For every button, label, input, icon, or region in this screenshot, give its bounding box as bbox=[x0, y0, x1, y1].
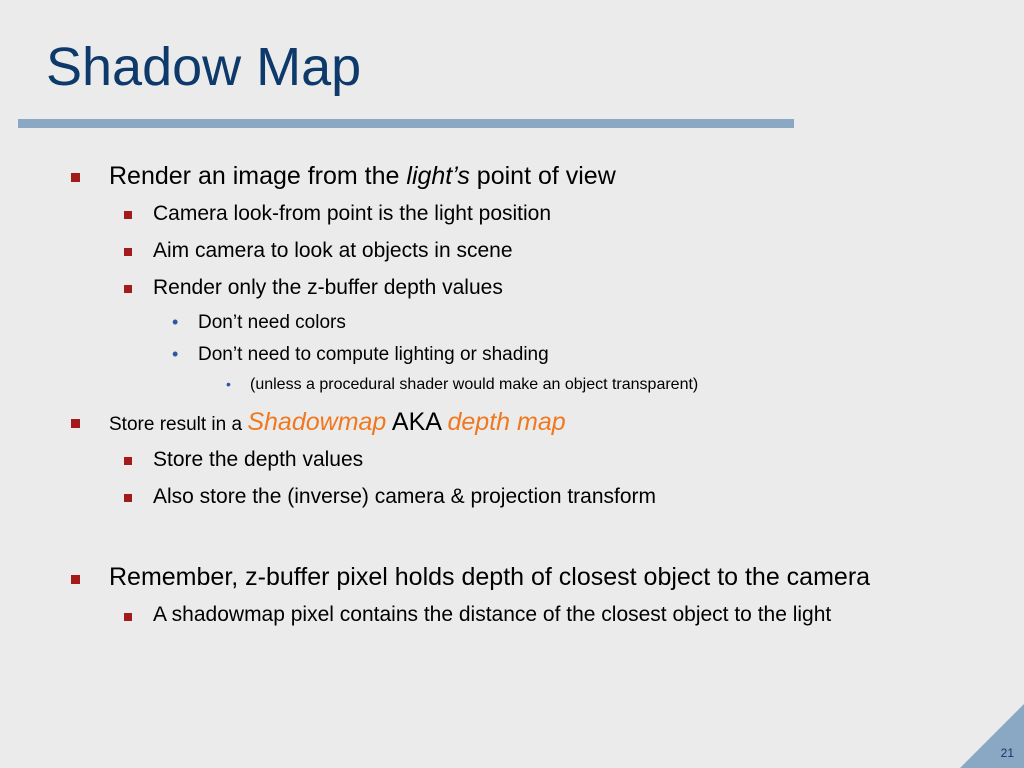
bullet-square-icon bbox=[71, 419, 80, 428]
bullet-dot-icon: • bbox=[226, 376, 231, 392]
sub-bullet-shadowmap-pixel: A shadowmap pixel contains the distance of the closest object to the light bbox=[153, 603, 832, 626]
bullet-store-result bbox=[109, 408, 566, 437]
bullet-square-icon bbox=[124, 211, 132, 219]
sub-bullet-aim-camera: Aim camera to look at objects in scene bbox=[153, 239, 513, 262]
bullet-remember-z-buffer: Remember, z-buffer pixel holds depth of closest object to the camera bbox=[109, 563, 871, 591]
bullet-square-icon bbox=[124, 613, 132, 621]
sub-bullet-z-buffer: Render only the z-buffer depth values bbox=[153, 276, 503, 299]
bullet-render-from-light bbox=[109, 162, 616, 191]
bullet-square-icon bbox=[124, 285, 132, 293]
bullet-text: Store result in a bbox=[109, 414, 248, 435]
bullet-text-aka: AKA bbox=[386, 408, 448, 436]
sub-bullet-store-depth: Store the depth values bbox=[153, 448, 364, 471]
bullet-text: point of view bbox=[469, 162, 616, 190]
emphasis-shadowmap: Shadowmap bbox=[247, 408, 387, 436]
bullet-square-icon bbox=[124, 494, 132, 502]
bullet-square-icon bbox=[71, 173, 80, 182]
emphasis-lights: light’s bbox=[406, 162, 470, 190]
sub-bullet-look-from: Camera look-from point is the light position bbox=[153, 202, 552, 225]
sub-bullet-no-colors: Don’t need colors bbox=[198, 312, 346, 333]
bullet-square-icon bbox=[71, 575, 80, 584]
title-underline bbox=[18, 119, 794, 128]
sub-bullet-procedural-shader: (unless a procedural shader would make an object transparent) bbox=[250, 376, 699, 393]
page-number: 21 bbox=[1000, 746, 1014, 760]
bullet-text: Render an image from the bbox=[109, 162, 407, 190]
bullet-square-icon bbox=[124, 457, 132, 465]
bullet-dot-icon: • bbox=[172, 344, 179, 364]
bullet-dot-icon: • bbox=[172, 312, 179, 332]
emphasis-depth-map: depth map bbox=[447, 408, 566, 436]
page-corner-triangle bbox=[960, 704, 1024, 768]
bullet-square-icon bbox=[124, 248, 132, 256]
slide-title: Shadow Map bbox=[46, 37, 362, 97]
sub-bullet-store-transform: Also store the (inverse) camera & projection transform bbox=[153, 485, 657, 508]
sub-bullet-no-lighting: Don’t need to compute lighting or shading bbox=[198, 344, 549, 365]
